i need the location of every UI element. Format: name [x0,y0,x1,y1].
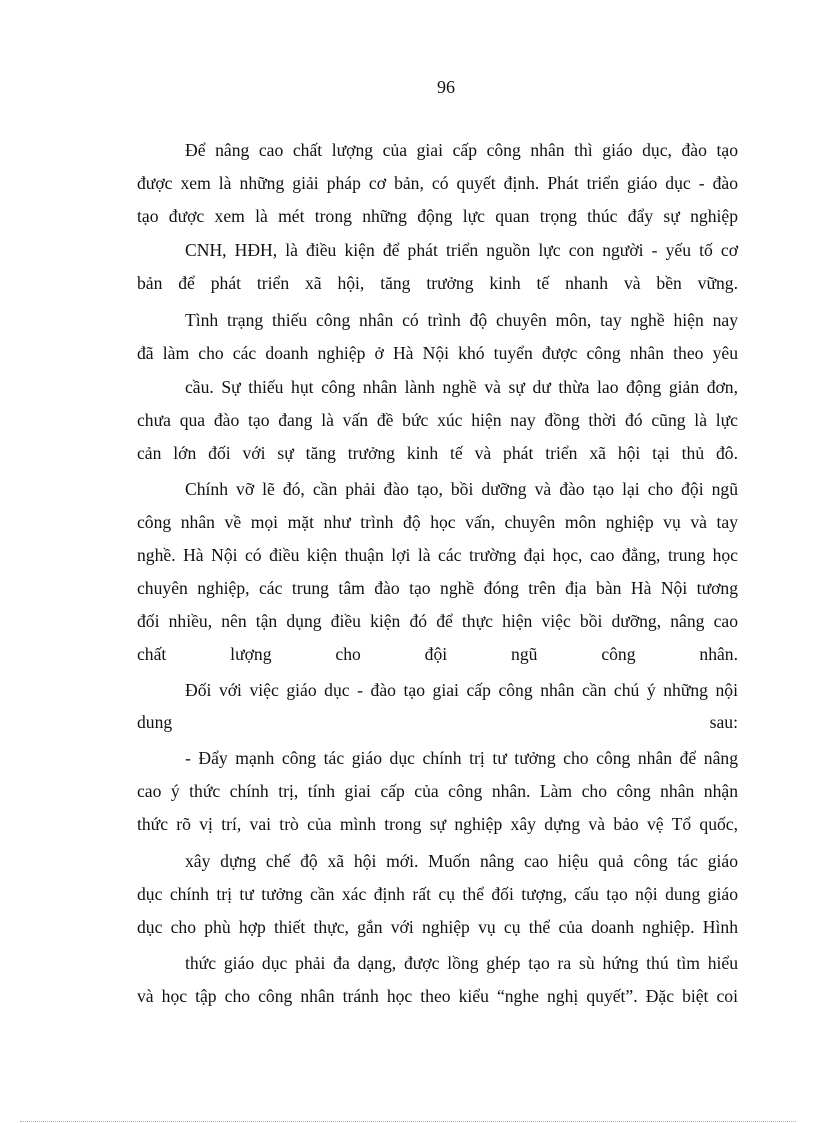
paragraph-line: cầu. Sự thiếu hụt công nhân lành nghề và sự dư thừa lao động giản đơn, [185,377,738,397]
paragraph-line: Chính vỡ lẽ đó, cần phải đào tạo, bồi dưỡng và đào tạo lại cho đội ngũ [185,479,738,499]
paragraph-line: chuyên nghiệp, các trung tâm đào tạo nghề đóng trên địa bàn Hà Nội tương [137,578,738,598]
paragraph-line: bản để phát triển xã hội, tăng trưởng kinh tế nhanh và bền vững. [137,273,738,293]
paragraph-line: chất lượng cho đội ngũ công nhân. [137,644,738,664]
paragraph-line: công nhân về mọi mặt như trình độ học vấn, chuyên môn nghiệp vụ và tay [137,512,738,532]
paragraph-line: dục cho phù hợp thiết thực, gắn với nghiệp vụ cụ thể của doanh nghiệp. Hình [137,917,738,937]
paragraph-line: tạo được xem là mét trong những động lực quan trọng thúc đẩy sự nghiệp [137,206,738,226]
paragraph-line: CNH, HĐH, là điều kiện để phát triển nguồn lực con người - yếu tố cơ [185,240,738,260]
line-end-word: sau: [709,712,738,732]
page-bottom-divider [20,1121,796,1122]
paragraph-line: đối nhiều, nên tận dụng điều kiện đó để thực hiện việc bồi dưỡng, nâng cao [137,611,738,631]
paragraph-line: Tình trạng thiếu công nhân có trình độ chuyên môn, tay nghề hiện nay [185,310,738,330]
paragraph-line: nghề. Hà Nội có điều kiện thuận lợi là các trường đại học, cao đẳng, trung học [137,545,738,565]
paragraph-line: thức rõ vị trí, vai trò của mình trong sự nghiệp xây dựng và bảo vệ Tổ quốc, [137,814,738,834]
paragraph-line: cao ý thức chính trị, tính giai cấp của công nhân. Làm cho công nhân nhận [137,781,738,801]
paragraph-line [137,711,738,733]
paragraph-line: Để nâng cao chất lượng của giai cấp công nhân thì giáo dục, đào tạo [185,140,738,160]
paragraph-line: Đối với việc giáo dục - đào tạo giai cấp công nhân cần chú ý những nội [185,680,738,700]
paragraph-line: được xem là những giải pháp cơ bản, có quyết định. Phát triển giáo dục - đào [137,173,738,193]
paragraph-line: xây dựng chế độ xã hội mới. Muốn nâng cao hiệu quả công tác giáo [185,851,738,871]
paragraph-line: thức giáo dục phải đa dạng, được lồng ghép tạo ra sù hứng thú tìm hiểu [185,953,738,973]
paragraph-line: và học tập cho công nhân tránh học theo kiểu “nghe nghị quyết”. Đặc biệt coi [137,986,738,1006]
page-number: 96 [437,77,455,97]
paragraph-line: đã làm cho các doanh nghiệp ở Hà Nội khó tuyển được công nhân theo yêu [137,343,738,363]
paragraph-line: chưa qua đào tạo đang là vấn đề bức xúc hiện nay đồng thời đó cũng là lực [137,410,738,430]
line-start-word: dung [137,712,173,732]
paragraph-line: cản lớn đối với sự tăng trưởng kinh tế và phát triển xã hội tại thủ đô. [137,443,738,463]
paragraph-line: - Đẩy mạnh công tác giáo dục chính trị tư tưởng cho công nhân để nâng [185,748,738,768]
paragraph-line: dục chính trị tư tưởng cần xác định rất cụ thể đối tượng, cấu tạo nội dung giáo [137,884,738,904]
